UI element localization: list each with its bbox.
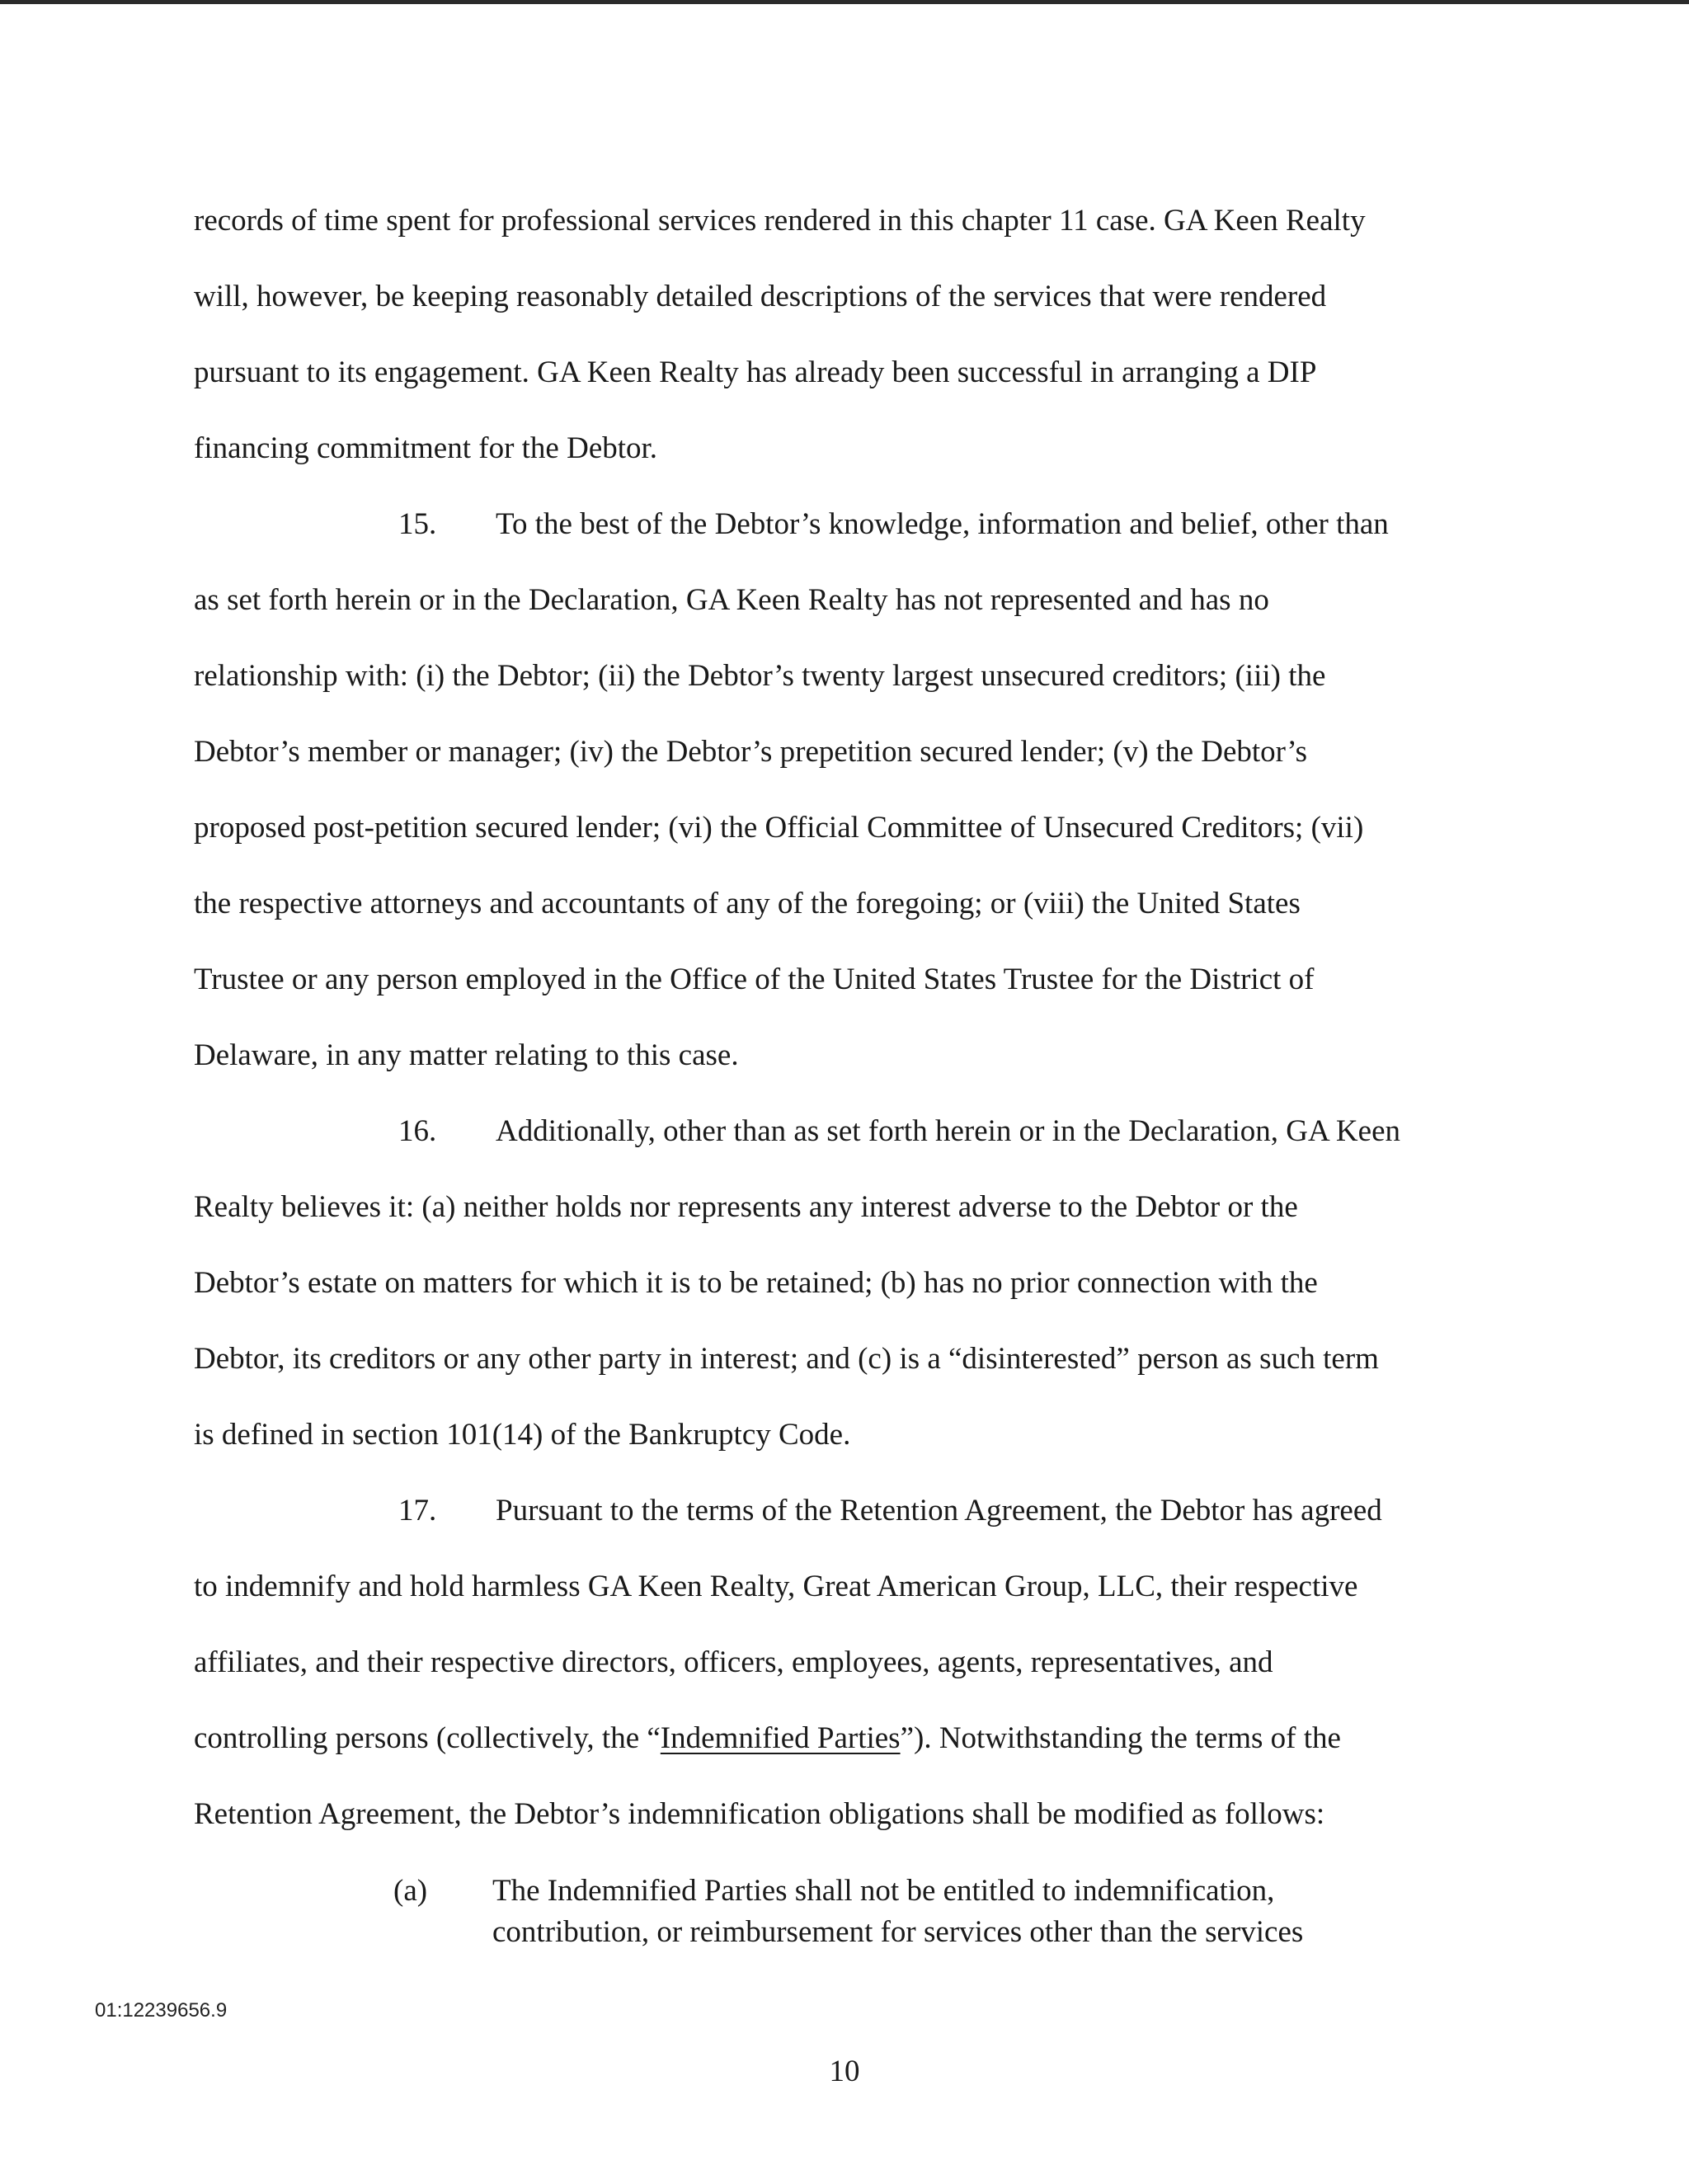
defined-term: Indemnified Parties (660, 1721, 901, 1755)
defined-term-line (194, 1701, 1497, 1777)
paragraph-number: 15. (398, 507, 437, 541)
text-line: Debtor, its creditors or any other party in interest; and (c) is a “disinterested” person as such term (194, 1342, 1379, 1376)
text-line: will, however, be keeping reasonably detailed descriptions of the services that were rendered (194, 280, 1327, 313)
text-line: is defined in section 101(14) of the Bankruptcy Code. (194, 1418, 851, 1452)
paragraph-15-first-line (194, 487, 1497, 562)
paragraph-16-first-line (194, 1094, 1497, 1170)
body-text (194, 183, 1497, 1852)
text-line: Debtor’s member or manager; (iv) the Debtor’s prepetition secured lender; (v) the Debtor’s (194, 735, 1308, 769)
text-line: Retention Agreement, the Debtor’s indemnification obligations shall be modified as follows: (194, 1797, 1325, 1831)
text-run: Pursuant to the terms of the Retention Agreement, the Debtor has agreed (496, 1494, 1382, 1527)
sub-item-label: (a) (393, 1874, 428, 1908)
text-line: Realty believes it: (a) neither holds nor represents any interest adverse to the Debtor or the (194, 1190, 1298, 1224)
text-line: affiliates, and their respective directors, officers, employees, agents, representatives, and (194, 1645, 1273, 1679)
sub-item-line: The Indemnified Parties shall not be entitled to indemnification, (492, 1874, 1275, 1908)
text-line: Delaware, in any matter relating to this case. (194, 1038, 739, 1072)
page-number: 10 (829, 2055, 860, 2088)
paragraph-number: 17. (398, 1494, 437, 1527)
text-line: financing commitment for the Debtor. (194, 431, 658, 465)
top-border-rule (0, 0, 1689, 4)
text-run: To the best of the Debtor’s knowledge, information and belief, other than (496, 507, 1389, 541)
paragraph-number: 16. (398, 1114, 437, 1148)
text-line: Debtor’s estate on matters for which it is to be retained; (b) has no prior connection with the (194, 1266, 1318, 1300)
paragraph-17-first-line (194, 1473, 1497, 1549)
text-run: controlling persons (collectively, the “ (194, 1721, 661, 1755)
text-line: the respective attorneys and accountants of any of the foregoing; or (viii) the United States (194, 887, 1301, 920)
sub-item-line: contribution, or reimbursement for services other than the services (492, 1915, 1304, 1949)
document-id-footer: 01:12239656.9 (95, 1999, 228, 2022)
text-run: Additionally, other than as set forth herein or in the Declaration, GA Keen (496, 1114, 1400, 1148)
text-line: Trustee or any person employed in the Office of the United States Trustee for the District of (194, 963, 1315, 996)
text-line: relationship with: (i) the Debtor; (ii) the Debtor’s twenty largest unsecured creditors; (iii) the (194, 659, 1326, 693)
text-line: as set forth herein or in the Declaration, GA Keen Realty has not represented and has no (194, 583, 1269, 617)
text-line: pursuant to its engagement. GA Keen Realty has already been successful in arranging a DIP (194, 355, 1317, 389)
text-line: proposed post-petition secured lender; (vi) the Official Committee of Unsecured Creditors; (vii) (194, 811, 1364, 845)
text-run: ”). Notwithstanding the terms of the (900, 1721, 1341, 1755)
text-line: to indemnify and hold harmless GA Keen Realty, Great American Group, LLC, their respective (194, 1570, 1358, 1603)
text-line: records of time spent for professional services rendered in this chapter 11 case. GA Keen Realty (194, 204, 1366, 238)
